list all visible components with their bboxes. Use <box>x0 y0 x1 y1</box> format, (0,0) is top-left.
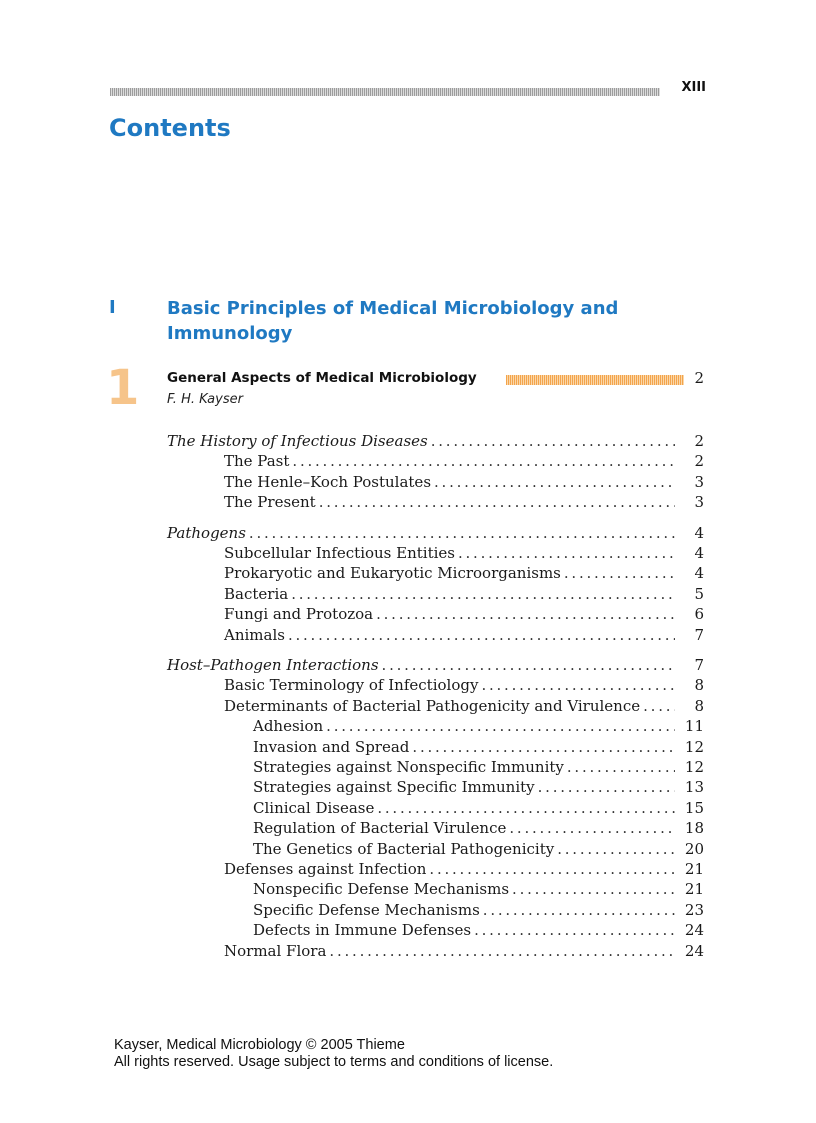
toc-entry-title: Clinical Disease <box>253 798 375 817</box>
toc-entry-title: Host–Pathogen Interactions <box>167 656 379 674</box>
toc-entry-page: 2 <box>694 452 704 471</box>
toc-entry[interactable] <box>253 757 704 777</box>
toc-entry-page: 21 <box>684 860 704 878</box>
toc-leader-dots <box>377 798 675 818</box>
toc-entry-page: 5 <box>694 584 704 603</box>
toc-entry[interactable] <box>224 696 704 716</box>
toc-entry-page: 3 <box>694 472 704 491</box>
chapter-author: F. H. Kayser <box>167 392 243 407</box>
toc-leader-dots <box>431 431 675 451</box>
toc-entry[interactable] <box>253 879 704 899</box>
toc-entry[interactable] <box>224 625 704 645</box>
part-title[interactable]: Basic Principles of Medical Microbiology and Immunology <box>167 298 619 344</box>
toc-entry[interactable] <box>253 920 704 940</box>
toc-leader-dots <box>288 625 675 645</box>
toc-entry-page: 4 <box>694 564 704 583</box>
toc-entry[interactable] <box>253 798 704 818</box>
toc-entry-title: Nonspecific Defense Mechanisms <box>253 880 510 899</box>
toc-entry-title: Bacteria <box>224 584 289 603</box>
toc-entry-title: The Genetics of Bacterial Pathogenicity <box>253 839 555 858</box>
header-rule <box>110 88 660 96</box>
toc-entry-page: 2 <box>694 432 704 450</box>
toc-entry[interactable] <box>224 859 704 879</box>
toc-entry-page: 6 <box>694 605 704 624</box>
toc-entry-title: Defenses against Infection <box>224 860 427 878</box>
toc-entry-title: Strategies against Specific Immunity <box>253 778 535 797</box>
toc-leader-dots <box>483 900 675 920</box>
toc-entry[interactable] <box>224 941 704 961</box>
toc-entry-title: Determinants of Bacterial Pathogenicity and Virulence <box>224 696 641 715</box>
toc-entry-title: The Present <box>224 493 316 512</box>
toc-entry-page: 7 <box>694 656 704 674</box>
page-number-roman: XIII <box>681 80 706 95</box>
toc-leader-dots <box>429 859 675 879</box>
toc-entry-page: 13 <box>684 778 704 797</box>
toc-entry-title: The Past <box>224 452 290 471</box>
toc-entry[interactable] <box>253 900 704 920</box>
toc-entry-title: Basic Terminology of Infectiology <box>224 676 479 695</box>
toc-entry-title: Animals <box>224 625 285 644</box>
toc-entry-page: 18 <box>684 819 704 838</box>
toc-leader-dots <box>412 737 675 757</box>
chapter-bar <box>506 375 684 385</box>
toc-leader-dots <box>292 451 675 471</box>
toc-entry-page: 11 <box>684 717 704 736</box>
toc-entry[interactable] <box>167 655 704 675</box>
toc-entry-page: 8 <box>694 696 704 715</box>
toc-leader-dots <box>538 777 675 797</box>
toc-leader-dots <box>458 543 675 563</box>
toc-entry-title: Subcellular Infectious Entities <box>224 544 455 562</box>
toc-entry[interactable] <box>253 818 704 838</box>
toc-entry-page: 7 <box>694 625 704 644</box>
copyright-footer <box>114 1037 553 1071</box>
toc-entry[interactable] <box>253 777 704 797</box>
toc-entry-page: 24 <box>684 941 704 960</box>
chapter-title[interactable]: General Aspects of Medical Microbiology <box>167 370 477 386</box>
toc-entry[interactable] <box>224 492 704 512</box>
toc-entry-title: The History of Infectious Diseases <box>167 432 428 450</box>
toc-entry-title: Prokaryotic and Eukaryotic Microorganisms <box>224 564 561 583</box>
toc-entry[interactable] <box>167 431 704 451</box>
toc-entry[interactable] <box>253 716 704 736</box>
toc-entry[interactable] <box>224 604 704 624</box>
toc-entry-page: 8 <box>694 676 704 695</box>
toc-entry[interactable] <box>253 839 704 859</box>
toc-entry-title: Defects in Immune Defenses <box>253 921 472 940</box>
chapter-numeral: 1 <box>106 360 140 416</box>
toc-leader-dots <box>474 920 675 940</box>
toc-entry[interactable] <box>224 451 704 471</box>
toc-entry-title: Strategies against Nonspecific Immunity <box>253 758 564 776</box>
toc-leader-dots <box>319 492 675 512</box>
toc-leader-dots <box>326 716 675 736</box>
toc-entry[interactable] <box>224 543 704 563</box>
toc-leader-dots <box>249 523 675 543</box>
toc-entry-title: Normal Flora <box>224 941 327 960</box>
toc-entry-page: 12 <box>684 737 704 756</box>
toc-leader-dots <box>643 696 675 716</box>
toc-entry-page: 20 <box>684 839 704 858</box>
toc-entry-page: 12 <box>684 758 704 776</box>
toc-entry-page: 21 <box>684 880 704 899</box>
toc-leader-dots <box>567 757 675 777</box>
toc-entry-title: Adhesion <box>253 717 324 736</box>
toc-entry-page: 3 <box>694 493 704 512</box>
toc-entry[interactable] <box>224 584 704 604</box>
toc-entry-page: 4 <box>694 523 704 542</box>
toc-entry-page: 15 <box>684 798 704 817</box>
toc-entry-title: Invasion and Spread <box>253 737 410 756</box>
part-numeral: I <box>109 297 116 318</box>
toc-entry-title: Regulation of Bacterial Virulence <box>253 819 507 838</box>
toc-entry-page: 23 <box>684 900 704 919</box>
toc-entry-page: 24 <box>684 921 704 940</box>
toc-leader-dots <box>512 879 675 899</box>
toc-leader-dots <box>481 675 675 695</box>
toc-leader-dots <box>376 604 675 624</box>
toc-leader-dots <box>291 584 675 604</box>
toc-entry[interactable] <box>253 737 704 757</box>
toc-leader-dots <box>509 818 675 838</box>
toc-entry[interactable] <box>167 523 704 543</box>
toc-leader-dots <box>557 839 675 859</box>
toc-leader-dots <box>564 563 675 583</box>
toc-entry-title: Pathogens <box>167 523 246 542</box>
toc-entry[interactable] <box>224 563 704 583</box>
toc-leader-dots <box>329 941 675 961</box>
toc-entry-title: Fungi and Protozoa <box>224 605 374 624</box>
footer-line-2: All rights reserved. Usage subject to terms and conditions of license. <box>114 1054 554 1070</box>
toc-entry[interactable] <box>224 472 704 492</box>
footer-line-1: Kayser, Medical Microbiology © 2005 Thieme <box>114 1037 405 1053</box>
toc-entry-title: The Henle–Koch Postulates <box>224 472 432 491</box>
page-title: Contents <box>109 114 231 142</box>
toc-entry-page: 4 <box>694 544 704 562</box>
toc-leader-dots <box>434 472 675 492</box>
toc-leader-dots <box>382 655 675 675</box>
toc-entry[interactable] <box>224 675 704 695</box>
chapter-page-number: 2 <box>694 369 704 387</box>
toc-entry-title: Specific Defense Mechanisms <box>253 900 480 919</box>
